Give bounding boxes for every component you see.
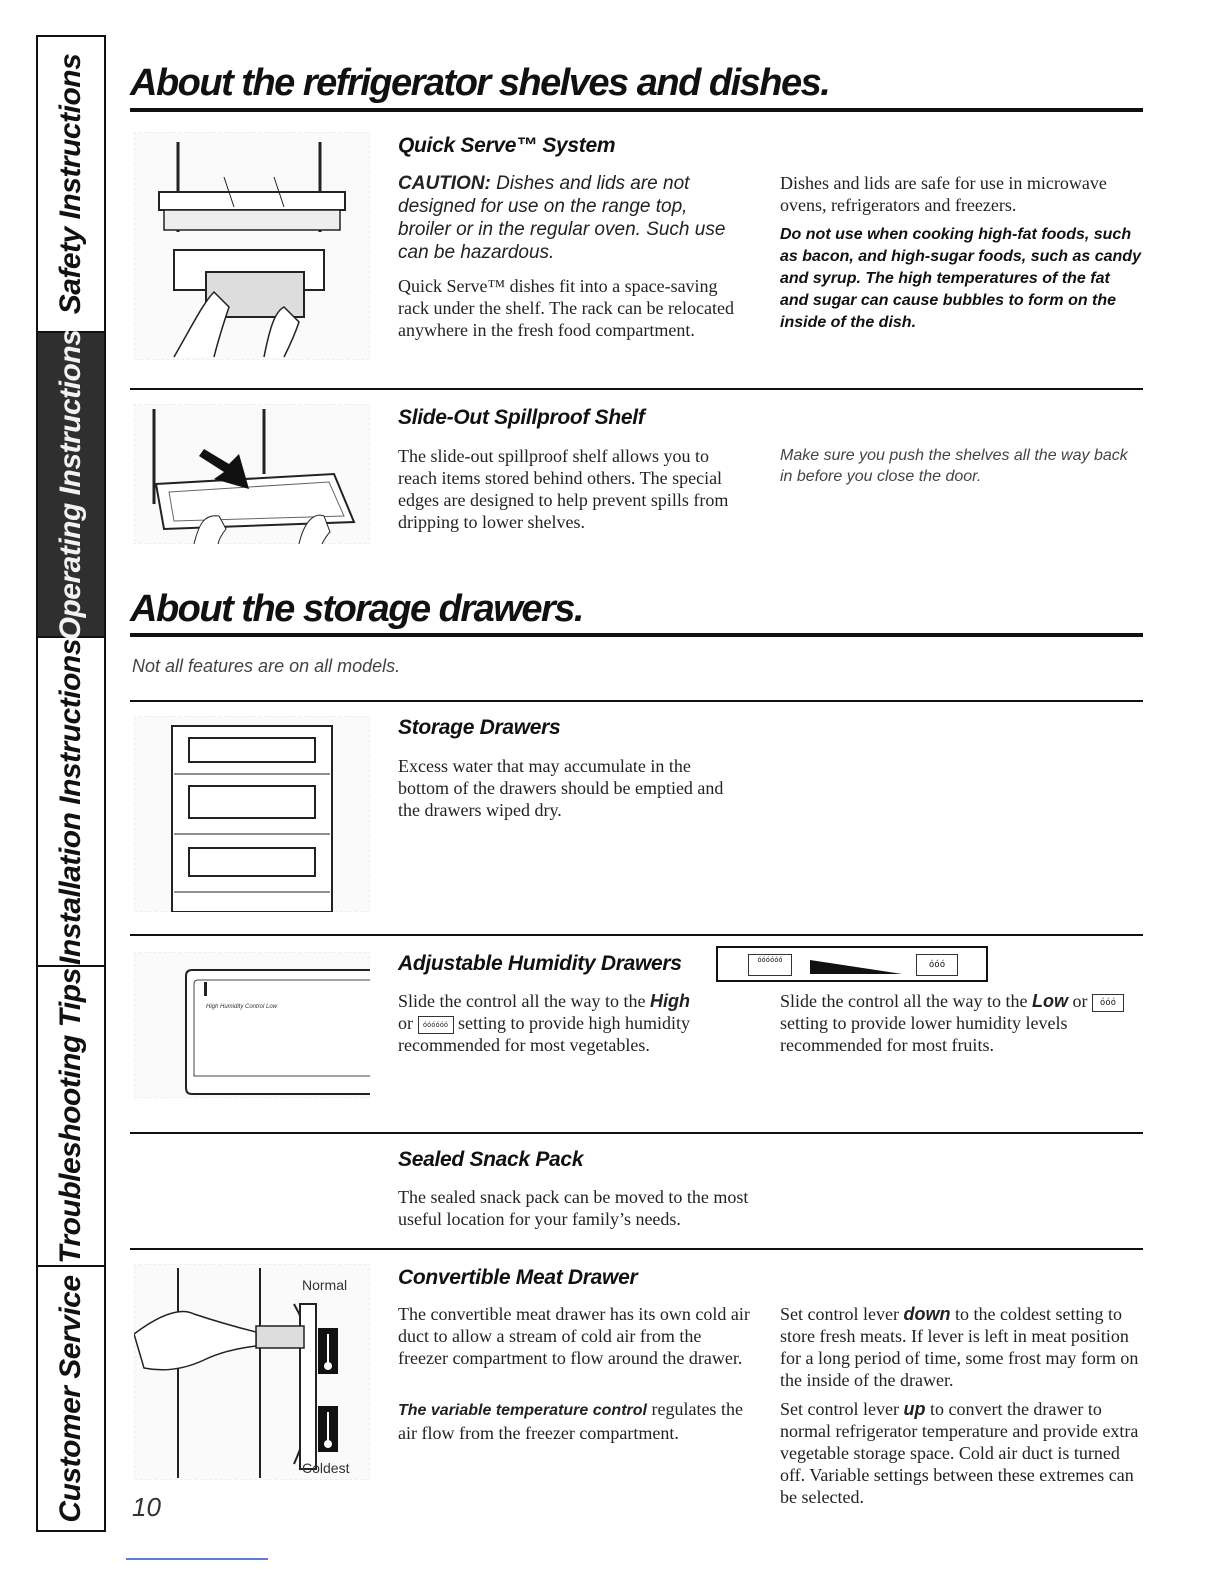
meat-drawer-heading: Convertible Meat Drawer bbox=[398, 1266, 638, 1289]
snack-pack-body: The sealed snack pack can be moved to the most useful location for your family’s needs. bbox=[398, 1187, 749, 1229]
footer-link-underline bbox=[126, 1558, 268, 1560]
humidity-slider-legend bbox=[716, 946, 988, 982]
text: Slide the control all the way to the bbox=[398, 991, 650, 1011]
title-rule bbox=[130, 108, 1143, 112]
text: to the coldest setting to store fresh meats. If lever is left in meat position for a long period of time, some frost may form on the inside of the drawer. bbox=[780, 1304, 1139, 1390]
humidity-high-text bbox=[398, 990, 698, 1056]
storage-drawers-illustration bbox=[134, 716, 370, 912]
text: to convert the drawer to normal refrigerator temperature and provide extra vegetable storage space. Cold air duct is turned off. Variable settings between these extremes can be selected. bbox=[780, 1399, 1139, 1507]
tab-label: Installation Instructions bbox=[54, 638, 87, 965]
section-title-shelves: About the refrigerator shelves and dishes. bbox=[130, 62, 830, 104]
text: regulates the air flow from the freezer compartment. bbox=[398, 1399, 743, 1443]
tab-label: Troubleshooting Tips bbox=[54, 968, 87, 1264]
lever-down-text bbox=[780, 1303, 1142, 1391]
meat-drawer-body: The convertible meat drawer has its own cold air duct to allow a stream of cold air from the freezer compartment to flow around the drawer. bbox=[398, 1304, 750, 1368]
storage-drawers-heading: Storage Drawers bbox=[398, 716, 561, 739]
caution-text: Dishes and lids are not designed for use on the range top, broiler or in the regular oven. Such use can be hazardous. bbox=[398, 173, 726, 263]
text: setting to provide lower humidity levels recommended for most fruits. bbox=[780, 1013, 1068, 1055]
tab-operating-instructions[interactable] bbox=[38, 329, 104, 640]
tab-installation-instructions[interactable] bbox=[38, 638, 104, 967]
variable-control-label: The variable temperature control bbox=[398, 1402, 647, 1419]
tab-label: Safety Instructions bbox=[54, 53, 87, 315]
coldest-label: Coldest bbox=[302, 1460, 350, 1476]
caution-notice bbox=[398, 172, 738, 264]
meat-drawer-illustration bbox=[134, 1264, 370, 1480]
temperature-control-text bbox=[398, 1398, 753, 1444]
text: Set control lever bbox=[780, 1399, 904, 1419]
section-title-drawers: About the storage drawers. bbox=[130, 588, 583, 630]
humidity-heading: Adjustable Humidity Drawers bbox=[398, 952, 682, 975]
humidity-control-label: High Humidity Control Low bbox=[206, 1004, 278, 1010]
humidity-low-text bbox=[780, 990, 1142, 1056]
tab-label: Customer Service bbox=[54, 1274, 87, 1523]
spillproof-note: Make sure you push the shelves all the way back in before you close the door. bbox=[780, 447, 1128, 485]
title-rule bbox=[130, 633, 1143, 637]
text: Slide the control all the way to the bbox=[780, 991, 1032, 1011]
high-humidity-icon: óóóóóó bbox=[748, 954, 792, 976]
tab-troubleshooting-tips[interactable] bbox=[38, 967, 104, 1267]
divider bbox=[130, 388, 1143, 390]
low-label: Low bbox=[1031, 991, 1068, 1011]
text: or bbox=[398, 1013, 418, 1033]
models-note: Not all features are on all models. bbox=[132, 656, 401, 676]
humidity-drawer-illustration bbox=[134, 952, 370, 1098]
quick-serve-body: Quick Serve™ dishes fit into a space-saving rack under the shelf. The rack can be relocated anywhere in the fresh food compartment. bbox=[398, 276, 734, 340]
divider bbox=[130, 934, 1143, 936]
snack-pack-heading: Sealed Snack Pack bbox=[398, 1148, 584, 1171]
section-tab-bar bbox=[36, 35, 106, 1532]
low-humidity-icon: óóó bbox=[916, 954, 958, 976]
spillproof-heading: Slide-Out Spillproof Shelf bbox=[398, 406, 645, 429]
high-humidity-icon: óóóóóó bbox=[418, 1016, 454, 1034]
quick-serve-illustration bbox=[134, 132, 370, 360]
divider bbox=[130, 1132, 1143, 1134]
divider bbox=[130, 1248, 1143, 1250]
high-label: High bbox=[649, 991, 690, 1011]
text: or bbox=[1067, 991, 1092, 1011]
up-label: up bbox=[903, 1399, 926, 1419]
quick-serve-heading: Quick Serve™ System bbox=[398, 134, 616, 157]
spillproof-body: The slide-out spillproof shelf allows you to reach items stored behind others. The special edges are designed to help prevent spills from dripping to lower shelves. bbox=[398, 446, 729, 532]
high-fat-warning: Do not use when cooking high-fat foods, such as bacon, and high-sugar foods, such as candy and syrup. The high temperatures of the fat and sugar can cause bubbles to form on the inside of the dish. bbox=[780, 226, 1141, 331]
low-humidity-icon: óóó bbox=[1092, 994, 1124, 1012]
storage-drawers-body: Excess water that may accumulate in the bottom of the drawers should be emptied and the drawers wiped dry. bbox=[398, 756, 724, 820]
page-number: 10 bbox=[132, 1492, 161, 1522]
dishes-safe-text: Dishes and lids are safe for use in microwave ovens, refrigerators and freezers. bbox=[780, 173, 1107, 215]
down-label: down bbox=[903, 1304, 951, 1324]
tab-customer-service[interactable] bbox=[38, 1267, 104, 1530]
text: Set control lever bbox=[780, 1304, 904, 1324]
slider-wedge-icon bbox=[810, 954, 902, 976]
tab-safety-instructions[interactable] bbox=[38, 37, 104, 333]
divider bbox=[130, 700, 1143, 702]
lever-up-text bbox=[780, 1398, 1142, 1508]
tab-label: Operating Instructions bbox=[54, 329, 87, 640]
text: setting to provide high humidity recommended for most vegetables. bbox=[398, 1013, 690, 1055]
spillproof-shelf-illustration bbox=[134, 404, 370, 544]
normal-label: Normal bbox=[302, 1277, 348, 1293]
caution-label: CAUTION: bbox=[398, 173, 491, 194]
